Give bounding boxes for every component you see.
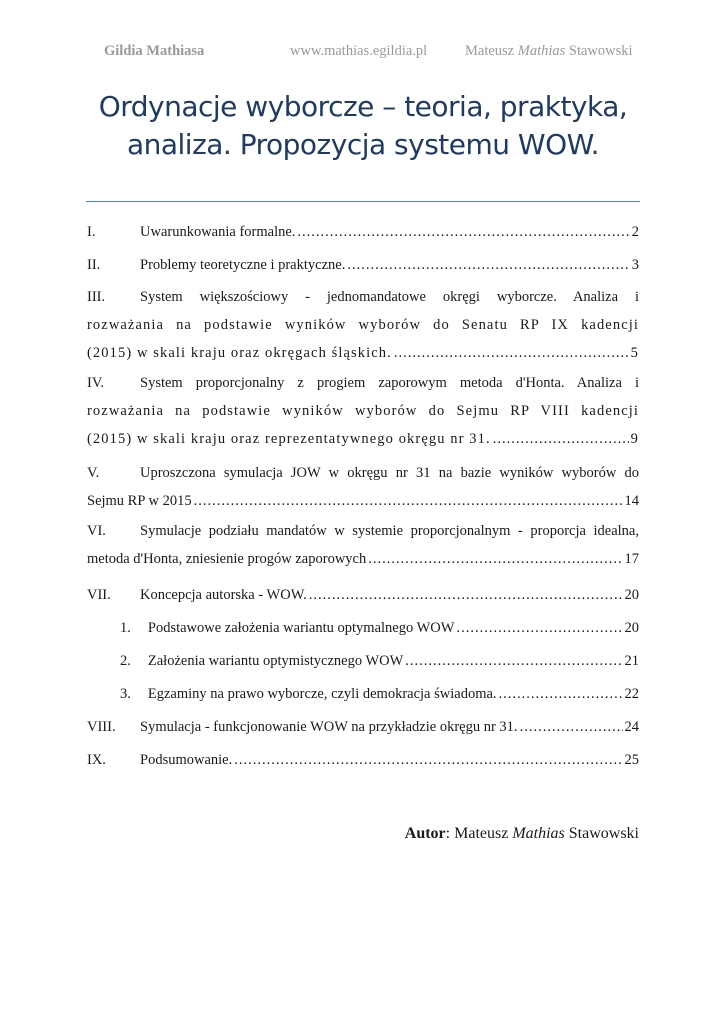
toc-entry-number: I. — [87, 224, 96, 240]
toc-entry-number: 1. — [120, 620, 131, 636]
header-author — [465, 43, 633, 60]
header-site-name: Gildia Mathiasa — [104, 43, 205, 59]
toc-entry-title: Podstawowe założenia wariantu optymalnego WOW — [147, 620, 455, 636]
toc-entry-page: 20 — [624, 587, 639, 603]
toc-entry-title: Uwarunkowania formalne. — [140, 224, 296, 240]
toc-entry-page: 14 — [624, 493, 639, 509]
toc-entry-title: Podsumowanie. — [140, 752, 233, 768]
toc-leader-dots — [520, 715, 623, 739]
toc-entry-page: 5 — [630, 345, 639, 361]
header-author-last: Stawowski — [568, 43, 633, 59]
toc-entry-title: Założenia wariantu optymistycznego WOW — [147, 653, 404, 669]
toc-entry-title: System proporcjonalny z progiem zaporowym metoda d'Honta. Analiza i — [140, 375, 639, 391]
toc-entry-number: VII. — [87, 587, 111, 603]
toc-entry-page: 3 — [631, 257, 639, 273]
toc-leader-dots — [394, 341, 629, 365]
toc-leader-dots — [368, 547, 622, 571]
title-divider — [86, 201, 640, 202]
toc-entry[interactable] — [87, 220, 639, 244]
toc-entry-title-cont: rozważania na podstawie wyników wyborów do Senatu RP IX kadencji — [87, 317, 639, 333]
toc-entry-page: 20 — [624, 620, 639, 636]
toc-entry[interactable] — [87, 371, 639, 451]
toc-entry-title: Symulacja - funkcjonowanie WOW na przykładzie okręgu nr 31. — [140, 719, 518, 735]
page-header — [0, 43, 725, 63]
toc-entry-page: 25 — [624, 752, 639, 768]
toc-subentry[interactable] — [87, 682, 639, 706]
toc-entry-title: Problemy teoretyczne i praktyczne. — [140, 257, 346, 273]
toc-entry-title: Egzaminy na prawo wyborcze, czyli demokracja świadoma. — [147, 686, 497, 702]
toc-leader-dots — [194, 489, 623, 513]
toc-entry[interactable] — [87, 748, 639, 772]
toc-entry-title: Koncepcja autorska - WOW. — [140, 587, 307, 603]
toc-entry-number: VIII. — [87, 719, 116, 735]
header-author-middle: Mathias — [517, 43, 566, 59]
author-line: Autor: Mateusz Mathias Stawowski — [404, 825, 639, 842]
toc-entry-title-cont: Sejmu RP w 2015 — [87, 493, 192, 509]
toc-leader-dots — [405, 649, 622, 673]
toc-entry-title: Symulacje podziału mandatów w systemie proporcjonalnym - proporcja idealna, — [140, 523, 639, 539]
toc-entry-number: II. — [87, 257, 101, 273]
toc-leader-dots — [347, 253, 629, 277]
toc-entry[interactable] — [87, 253, 639, 277]
toc-subentry[interactable] — [87, 616, 639, 640]
toc-entry-title-cont: (2015) w skali kraju oraz okręgach śląskich. — [87, 345, 392, 361]
toc-entry-title: Uproszczona symulacja JOW w okręgu nr 31 na bazie wyników wyborów do — [140, 465, 639, 481]
document-title: Ordynacje wyborcze – teoria, praktyka, analiza. Propozycja systemu WOW. — [98, 90, 628, 161]
toc-entry[interactable] — [87, 715, 639, 739]
toc-entry-page: 2 — [631, 224, 639, 240]
author-first-name: Mateusz — [454, 825, 509, 842]
toc-entry[interactable] — [87, 519, 639, 571]
toc-leader-dots — [499, 682, 623, 706]
author-middle-name: Mathias — [512, 825, 565, 842]
toc-subentry[interactable] — [87, 649, 639, 673]
toc-entry-title: System większościowy - jednomandatowe okręgi wyborcze. Analiza i — [140, 289, 639, 305]
toc-entry-title-cont: rozważania na podstawie wyników wyborów do Sejmu RP VIII kadencji — [87, 403, 639, 419]
toc-leader-dots — [493, 427, 629, 451]
toc-entry-page: 22 — [624, 686, 639, 702]
toc-entry-number: 3. — [120, 686, 131, 702]
toc-entry-page: 17 — [624, 551, 639, 567]
toc-entry-number: 2. — [120, 653, 131, 669]
author-label: Autor — [404, 825, 446, 842]
toc-entry-page: 21 — [624, 653, 639, 669]
toc-entry-title-cont: (2015) w skali kraju oraz reprezentatywnego okręgu nr 31. — [87, 431, 491, 447]
toc-leader-dots — [234, 748, 622, 772]
header-author-first: Mateusz — [465, 43, 515, 59]
toc-entry-number: IX. — [87, 752, 106, 768]
author-last-name: Stawowski — [568, 825, 639, 842]
toc-entry[interactable] — [87, 583, 639, 607]
toc-entry-page: 9 — [630, 431, 639, 447]
toc-entry[interactable] — [87, 461, 639, 513]
toc-entry-number: IV. — [87, 375, 105, 391]
toc-entry-number: VI. — [87, 523, 106, 539]
toc-entry-number: III. — [87, 289, 106, 305]
toc-entry[interactable] — [87, 285, 639, 365]
toc-entry-page: 24 — [624, 719, 639, 735]
toc-leader-dots — [456, 616, 622, 640]
toc-leader-dots — [309, 583, 623, 607]
toc-leader-dots — [297, 220, 629, 244]
toc-entry-title-cont: metoda d'Honta, zniesienie progów zaporowych — [87, 551, 367, 567]
header-url: www.mathias.egildia.pl — [290, 43, 428, 59]
toc-entry-number: V. — [87, 465, 100, 481]
